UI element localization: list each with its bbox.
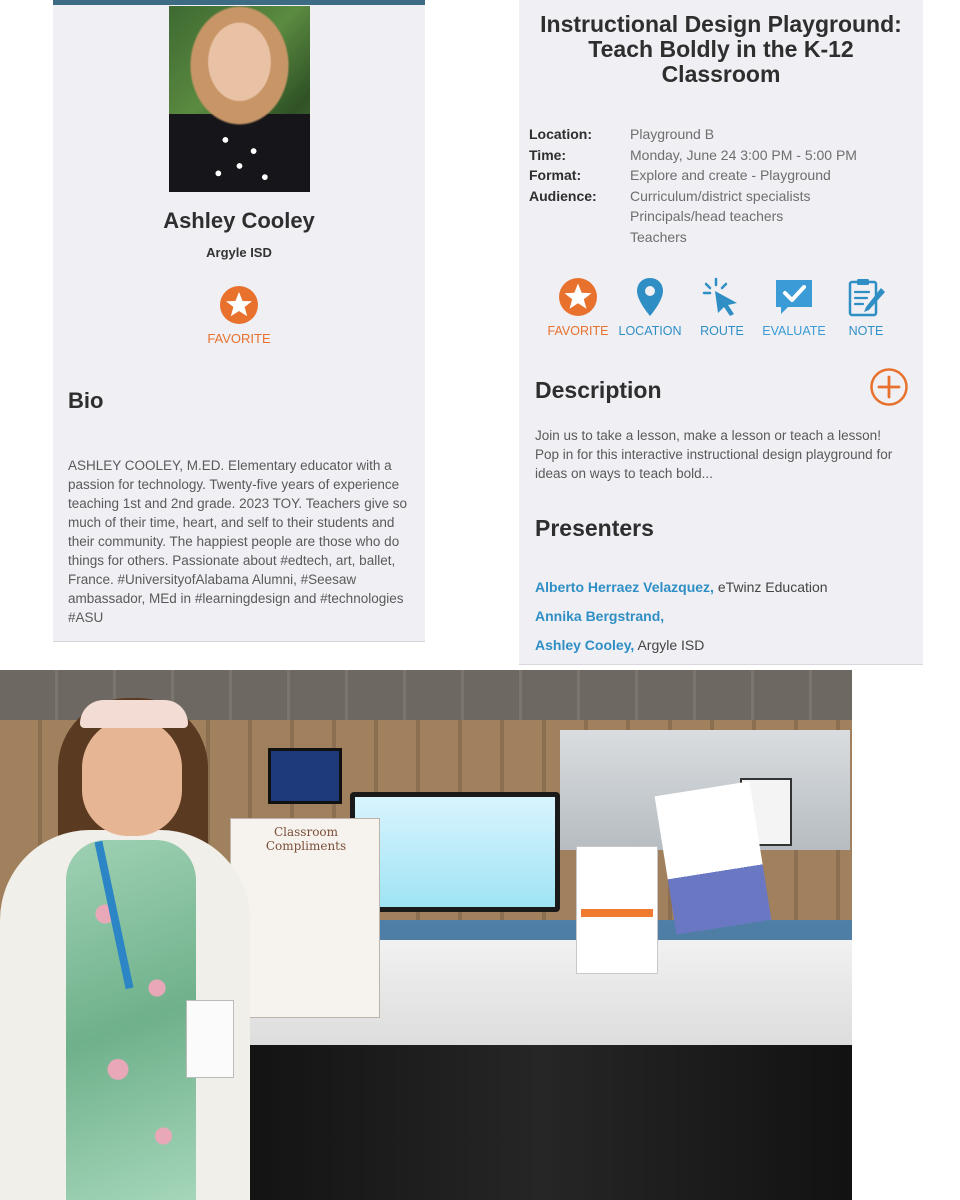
header-bar (53, 0, 425, 5)
cursor-click-icon (701, 276, 743, 318)
audience-item: Teachers (630, 228, 687, 245)
poster-stripe (581, 909, 653, 917)
map-pin-icon (629, 276, 671, 318)
speaker-photo (169, 6, 310, 192)
photo-tablecloth (230, 1045, 852, 1200)
photo-tv-screen (268, 748, 342, 804)
action-label: NOTE (848, 324, 884, 338)
meta-time (529, 145, 857, 166)
audience-item: Principals/head teachers (630, 208, 784, 224)
speaker-organization: Argyle ISD (206, 245, 272, 260)
session-actions (539, 276, 909, 346)
action-label: FAVORITE (547, 324, 609, 338)
presenter-name-link[interactable]: Ashley Cooley, (535, 637, 635, 653)
presenter-item[interactable] (535, 579, 828, 595)
clipboard-pencil-icon (845, 276, 887, 318)
action-route[interactable] (685, 276, 759, 338)
action-evaluate[interactable] (757, 276, 831, 338)
meta-label: Audience: (529, 187, 597, 204)
photo-poster-compliments (230, 818, 380, 1018)
presenters-heading: Presenters (535, 515, 654, 541)
audience-item: Curriculum/district specialists (630, 187, 811, 204)
speaker-profile-panel (53, 0, 425, 642)
check-chat-icon (773, 276, 815, 318)
star-circle-icon (557, 276, 599, 318)
action-location[interactable] (613, 276, 687, 338)
description-text: Join us to take a lesson, make a lesson or teach a lesson! Pop in for this interactive instructional design playground for ideas on ways to teach bold... (535, 428, 893, 481)
action-label: EVALUATE (762, 324, 826, 338)
plus-circle-icon[interactable] (869, 367, 909, 407)
person-face (82, 718, 182, 836)
presenter-name-link[interactable]: Annika Bergstrand, (535, 608, 665, 624)
presenter-item[interactable] (535, 637, 704, 653)
photo-monitor (350, 792, 560, 912)
person-headband (80, 700, 188, 728)
meta-audience (529, 186, 857, 248)
session-detail-panel (519, 0, 923, 665)
speaker-name: Ashley Cooley (163, 208, 315, 233)
meta-value: Playground B (630, 126, 715, 142)
meta-label: Location: (529, 126, 592, 142)
bio-heading: Bio (68, 388, 104, 413)
person-badge (186, 1000, 234, 1078)
action-note[interactable] (829, 276, 903, 338)
session-title: Instructional Design Playground: Teach Boldly in the K-12 Classroom (540, 11, 902, 87)
favorite-star-icon[interactable] (219, 285, 259, 325)
action-label: LOCATION (618, 324, 682, 338)
action-label: ROUTE (700, 324, 744, 338)
person-dress (66, 840, 196, 1200)
meta-label: Time: (529, 146, 567, 163)
bio-text: ASHLEY COOLEY, M.ED. Elementary educator with a passion for technology. Twenty-five years of experience teaching 1st and 2nd grade. 2023 TOY. Teachers give so much of their time, heart, and self to their students and their community. The happiest people are those who do things for others. Passionate about #edtech, art, ballet, France. #UniversityofAlabama Alumni, #Seesaw ambassador, MEd in #learningdesign and #technologies #ASU (68, 458, 407, 625)
photo-poster-standee (576, 846, 658, 974)
presenter-org: Argyle ISD (637, 637, 705, 653)
photo-person (0, 680, 250, 1200)
event-photo (0, 670, 852, 1200)
meta-location (529, 124, 857, 145)
presenter-name-link[interactable]: Alberto Herraez Velazquez, (535, 579, 714, 595)
photo-monitor-screen (355, 797, 555, 907)
meta-format (529, 165, 857, 186)
poster-title: Classroom Compliments (265, 825, 347, 853)
meta-label: Format: (529, 167, 582, 183)
action-favorite[interactable] (541, 276, 615, 338)
meta-value: Monday, June 24 3:00 PM - 5:00 PM (630, 146, 857, 163)
description-heading: Description (535, 377, 662, 403)
meta-value: Explore and create - Playground (630, 167, 831, 183)
meta-value (630, 186, 810, 248)
presenter-org: eTwinz Education (717, 579, 828, 595)
session-meta (529, 124, 857, 247)
favorite-button[interactable]: FAVORITE (207, 331, 271, 346)
presenter-item[interactable] (535, 608, 664, 624)
